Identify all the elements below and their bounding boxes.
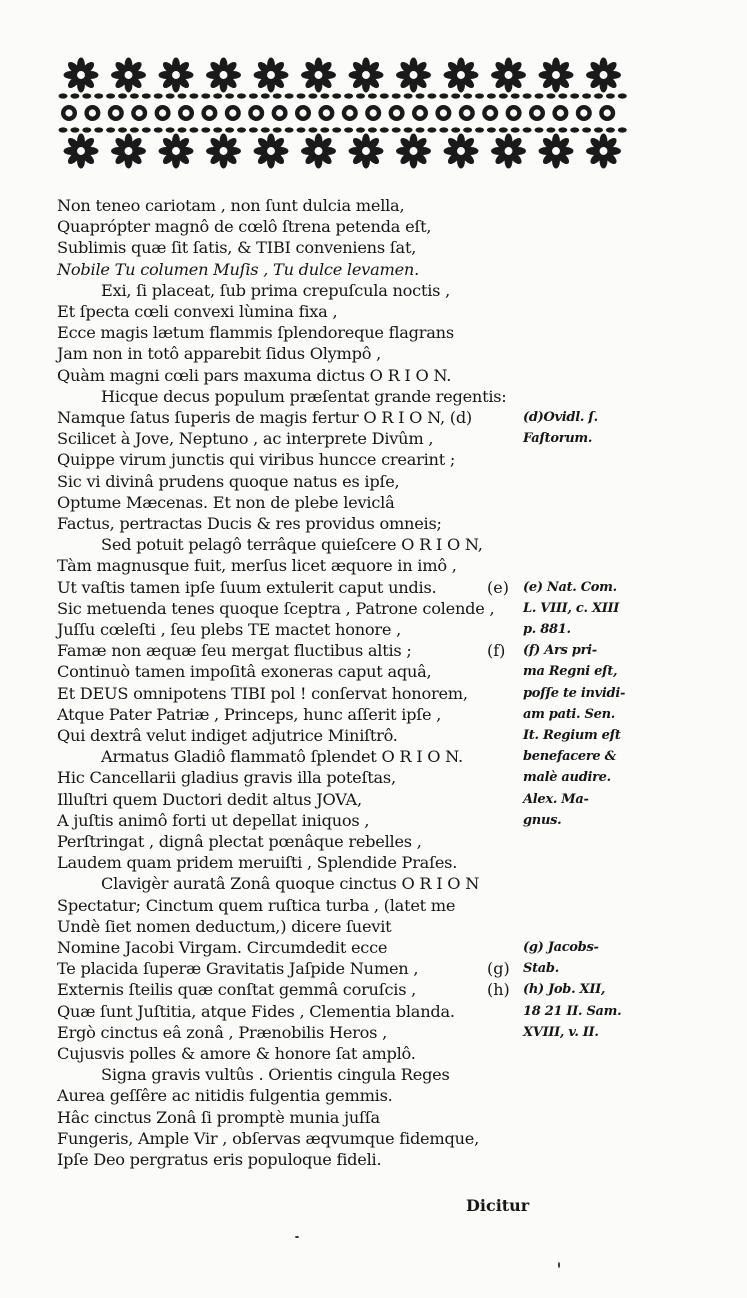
marginal-note: Alex. Ma-	[523, 791, 589, 807]
verse-line: Scilicet à Jove, Neptuno , ac interprete Divûm ,	[57, 429, 434, 449]
marginal-note: (e) Nat. Com.	[523, 579, 617, 595]
note-marker: (e)	[487, 577, 509, 597]
marginal-note: ma Regni eſt,	[523, 664, 618, 680]
verse-line: Clavigèr auratâ Zonâ quoque cinctus O R I O N	[101, 874, 480, 894]
verse-line: Hicque decus populum præſentat grande regentis:	[101, 386, 507, 406]
verse-line: Et ſpecta cœli convexi lùmina fixa ,	[57, 302, 338, 321]
verse-line: Spectatur; Cinctum quem ruſtica turba , (latet me	[57, 895, 456, 915]
marginal-note: Faſtorum.	[523, 431, 593, 447]
verse-line: Perſtringat , dignâ plectat pœnâque rebelles ,	[57, 832, 422, 851]
verse-line: Jam non in totô apparebit ſidus Olympô ,	[57, 344, 382, 364]
verse-line: Fungeris, Ample Vir , obſervas æqvumque fidemque,	[57, 1128, 479, 1148]
marginal-note: (h) Job. XII,	[523, 982, 606, 998]
verse-line: Optume Mæcenas. Et non de plebe leviclâ	[57, 492, 395, 512]
note-marker: (h)	[487, 980, 510, 1000]
verse-line: Undè ſiet nomen deductum,) dicere ſuevit	[57, 916, 392, 936]
ink-speck	[558, 1262, 560, 1268]
verse-line: Atque Pater Patriæ , Princeps, hunc aſſerit ipſe ,	[57, 704, 442, 724]
verse-line: Quæ ſunt Juſtitia, atque Fides , Clementia blanda.	[57, 1001, 455, 1021]
verse-line: Hâc cinctus Zonâ ſi promptè munia juſſa	[57, 1107, 380, 1127]
verse-line: Armatus Gladiô flammatô ſplendet O R I O N.	[101, 747, 463, 767]
verse-line: Exi, ſi placeat, ſub prima crepuſcula noctis ,	[101, 280, 451, 300]
verse-line: Non teneo cariotam , non ſunt dulcia mella,	[57, 196, 405, 215]
verse-line: Nobile Tu columen Muſis , Tu dulce levamen.	[57, 259, 419, 279]
marginal-note: L. VIII, c. XIII	[523, 600, 620, 616]
verse-line: Laudem quam pridem meruiſti , Splendide Praſes.	[57, 853, 458, 873]
marginal-note: Stab.	[523, 961, 559, 977]
verse-line: Quaprópter magnô de cœlô ſtrena petenda eſt,	[57, 217, 432, 237]
verse-line: Ut vaſtis tamen ipſe ſuum extulerit caput undis.	[57, 577, 437, 597]
ink-speck	[295, 1236, 299, 1238]
verse-line: Qui dextrâ velut indiget adjutrice Miniſtrô.	[57, 726, 398, 745]
verse-line: Quàm magni cœli pars maxuma dictus O R I O N.	[57, 365, 452, 385]
verse-line: Quippe virum junctis qui viribus huncce crearint ;	[57, 450, 456, 470]
marginal-note: benefacere &	[523, 749, 617, 765]
verse-line: A juſtis animô forti ut depellat iniquos ,	[57, 810, 370, 830]
verse-line: Signa gravis vultûs . Orientis cingula Reges	[101, 1065, 450, 1085]
marginal-note: malè audire.	[523, 770, 611, 786]
note-marker: (f)	[487, 641, 506, 661]
marginal-note: p. 881.	[523, 622, 571, 637]
verse-line: Famæ non æquæ ſeu mergat fluctibus altis ;	[57, 641, 412, 661]
verse-line: Ecce magis lætum flammis ſplendoreque flagrans	[57, 323, 454, 343]
verse-line: Continuò tamen impoſitâ exoneras caput aquâ,	[57, 662, 432, 682]
marginal-note: am pati. Sen.	[523, 706, 615, 722]
verse-line: Hic Cancellarii gladius gravis illa poteſtas,	[57, 768, 396, 788]
verse-line: Externis ſteilis quæ conſtat gemmâ coruſcis ,	[57, 980, 417, 1000]
marginal-note: 18 21 II. Sam.	[523, 1003, 622, 1019]
verse-line: Et DEUS omnipotens TIBI pol ! conſervat honorem,	[57, 683, 468, 703]
verse-line: Aurea geſſêre ac nitidis fulgentia gemmis.	[57, 1086, 393, 1106]
verse-line: Juſſu cœleſti , ſeu plebs TE mactet honore ,	[57, 620, 401, 639]
floral-headpiece-ornament	[57, 55, 630, 171]
verse-line: Te placida ſuperæ Gravitatis Jaſpide Numen ,	[57, 959, 419, 979]
catchword: Dicitur	[466, 1196, 530, 1215]
note-marker: (g)	[487, 959, 510, 979]
verse-line: Illuſtri quem Ductori dedit altus JOVA,	[57, 789, 362, 809]
verse-line: Sic vi divinâ prudens quoque natus es ipſe,	[57, 471, 400, 491]
marginal-note: gnus.	[523, 812, 562, 828]
verse-line: Factus, pertractas Ducis & res providus omneis;	[57, 514, 442, 533]
verse-line: Sic metuenda tenes quoque ſceptra , Patrone colende ,	[57, 598, 495, 618]
marginal-note: (f) Ars pri-	[523, 643, 597, 659]
marginal-note: (g) Jacobs-	[523, 940, 599, 955]
verse-line: Nomine Jacobi Virgam. Circumdedit ecce	[57, 938, 388, 957]
verse-line: Tàm magnusque fuit, merſus licet æquore in imô ,	[57, 556, 457, 576]
marginal-note: (d)Ovidl. ſ.	[523, 410, 598, 425]
verse-line: Ipſe Deo pergratus eris populoque fideli.	[57, 1150, 382, 1169]
verse-line: Sublimis quæ ſit ſatis, & TIBI conveniens ſat,	[57, 238, 417, 258]
verse-line: Cujusvis polles & amore & honore ſat amplô.	[57, 1044, 416, 1063]
marginal-note: It. Regium eſt	[523, 728, 621, 743]
verse-line: Ergò cinctus eâ zonâ , Prænobilis Heros ,	[57, 1022, 387, 1042]
marginal-note: XVIII, v. II.	[523, 1024, 599, 1040]
verse-line: Namque ſatus ſuperis de magis fertur O R I O N, (d)	[57, 408, 473, 427]
marginal-note: poſſe te invidi-	[523, 685, 626, 701]
verse-line: Sed potuit pelagô terrâque quieſcere O R I O N,	[101, 535, 483, 555]
